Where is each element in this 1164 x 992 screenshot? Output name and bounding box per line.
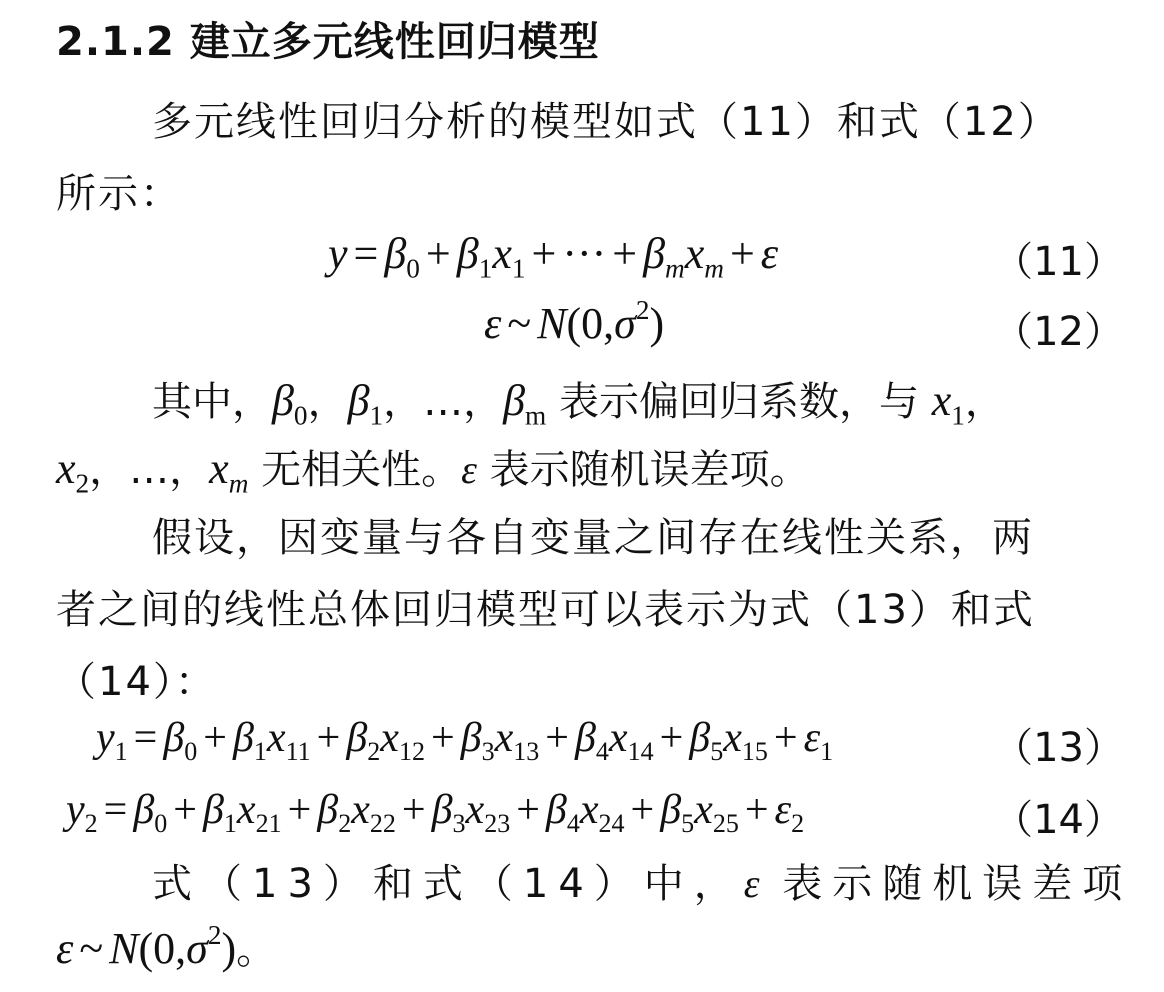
hypothesis-line-3: （14）： [56, 659, 217, 705]
equation-13: $y_1 = \beta_0 + \beta_1x_{11} + \beta_2x_{12} + \beta_3x_{13} + \beta_4x_{14} + \beta_5x_{15} + \varepsilon_1$ [96, 715, 834, 767]
paragraph-intro [56, 86, 1126, 230]
para4-line-2: ε ~ $N(0,\sigma^2)$。 [56, 919, 277, 973]
section-heading: 2.1.2 建立多元线性回归模型 [56, 19, 600, 65]
intro-line-2: 所示： [56, 171, 182, 217]
equation-14-number: （14） [993, 797, 1124, 843]
hypothesis-line-1: 假设，因变量与各自变量之间存在线性关系，两 [152, 515, 1034, 561]
paragraph-hypothesis [56, 502, 1126, 718]
equation-12-number: （12） [993, 309, 1124, 355]
para2-line-1: 其中，$\beta_0$，$\beta_1$，…，$\beta_m$ 表示偏回归系数，与 $x_1$， [152, 376, 1005, 431]
equation-11-number: （11） [993, 239, 1124, 285]
equation-13-number: （13） [993, 725, 1124, 771]
equation-11: $y = \beta_0 + \beta_1x_1$ + ··· + $\beta_mx_m + \varepsilon$ [328, 229, 779, 284]
equation-14: $y_2 = \beta_0 + \beta_1x_{21} + \beta_2x_{22} + \beta_3x_{23} + \beta_4x_{24} + \beta_5x_{25} + \varepsilon_2$ [66, 787, 805, 839]
para4-line-1: 式（13）和式（14）中，ε 表示随机误差项 [152, 861, 1133, 907]
intro-line-1: 多元线性回归分析的模型如式（11）和式（12） [152, 99, 1060, 145]
equation-12: ε ~ $N(0,\sigma^2)$ [484, 294, 665, 348]
para2-line-2: $x_2$，…，$x_m$ 无相关性。ε 表示随机误差项。 [56, 444, 810, 499]
hypothesis-line-2: 者之间的线性总体回归模型可以表示为式（13）和式 [56, 587, 1035, 633]
